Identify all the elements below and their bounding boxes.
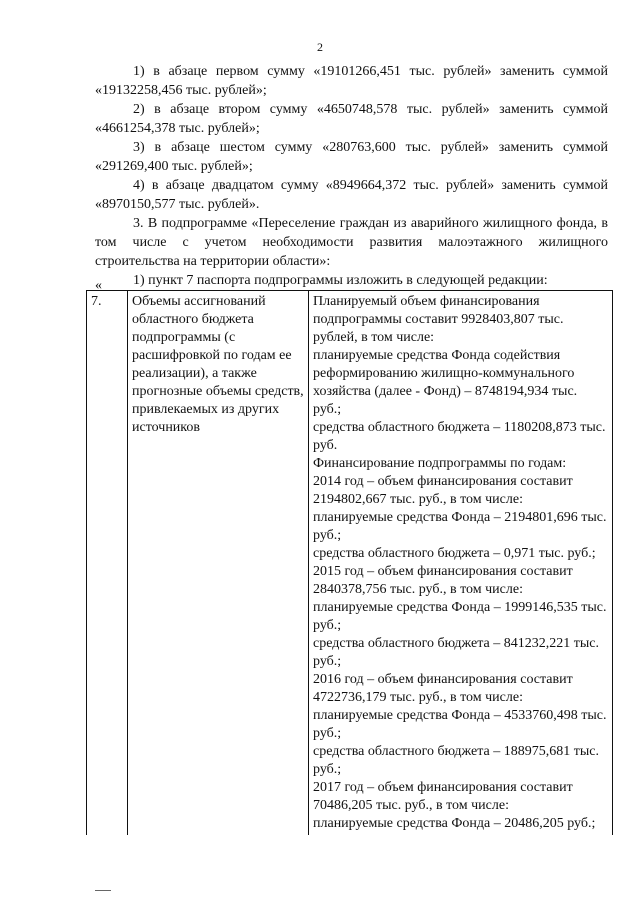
- opening-quote: «: [95, 278, 102, 293]
- page-number: 2: [317, 40, 323, 54]
- item-name: Объемы ассигнований областного бюджета подпрограммы (с расшифровкой по годам ее реализации), а также прогнозные объемы средств, привлекаемых из других источников: [128, 291, 309, 836]
- value-line: средства областного бюджета – 188975,681 тыс. руб.;: [313, 744, 599, 777]
- passport-table: [86, 290, 613, 835]
- item-number: 7.: [87, 291, 128, 836]
- table-row: [87, 291, 613, 836]
- value-line: планируемые средства Фонда содействия реформированию жилищно-коммунального хозяйства (далее - Фонд) – 8748194,934 тыс. руб.;: [313, 348, 578, 417]
- paragraph: 1) в абзаце первом сумму «19101266,451 тыс. рублей» заменить суммой «19132258,456 тыс. рублей»;: [95, 64, 608, 98]
- value-line: Финансирование подпрограммы по годам:: [313, 456, 567, 471]
- value-line: планируемые средства Фонда – 1999146,535 тыс. руб.;: [313, 600, 607, 633]
- value-line: средства областного бюджета – 841232,221 тыс. руб.;: [313, 636, 599, 669]
- divider: [95, 890, 111, 891]
- value-line: 2015 год – объем финансирования составит 2840378,756 тыс. руб., в том числе:: [313, 564, 573, 597]
- paragraph: 4) в абзаце двадцатом сумму «8949664,372 тыс. рублей» заменить суммой «8970150,577 тыс. рублей».: [95, 178, 608, 212]
- value-line: средства областного бюджета – 1180208,873 тыс. руб.: [313, 420, 606, 453]
- value-line: планируемые средства Фонда – 4533760,498 тыс. руб.;: [313, 708, 607, 741]
- paragraph: 3. В подпрограмме «Переселение граждан из аварийного жилищного фонда, в том числе с учетом необходимости развития малоэтажного жилищного строительства на территории области»:: [95, 216, 608, 269]
- paragraph: 1) пункт 7 паспорта подпрограммы изложить в следующей редакции:: [133, 273, 548, 288]
- value-line: планируемые средства Фонда – 2194801,696 тыс. руб.;: [313, 510, 607, 543]
- paragraph: 3) в абзаце шестом сумму «280763,600 тыс. рублей» заменить суммой «291269,400 тыс. рублей»;: [95, 140, 608, 174]
- value-line: 2014 год – объем финансирования составит 2194802,667 тыс. руб., в том числе:: [313, 474, 573, 507]
- value-line: планируемые средства Фонда – 20486,205 руб.;: [313, 816, 596, 831]
- body-text: [95, 62, 608, 290]
- value-line: средства областного бюджета – 0,971 тыс. руб.;: [313, 546, 596, 561]
- paragraph: 2) в абзаце втором сумму «4650748,578 тыс. рублей» заменить суммой «4661254,378 тыс. рублей»;: [95, 102, 608, 136]
- value-line: Планируемый объем финансирования подпрограммы составит 9928403,807 тыс. рублей, в том числе:: [313, 294, 564, 345]
- value-line: 2017 год – объем финансирования составит 70486,205 тыс. руб., в том числе:: [313, 780, 573, 813]
- value-line: 2016 год – объем финансирования составит 4722736,179 тыс. руб., в том числе:: [313, 672, 573, 705]
- item-value: [309, 291, 613, 836]
